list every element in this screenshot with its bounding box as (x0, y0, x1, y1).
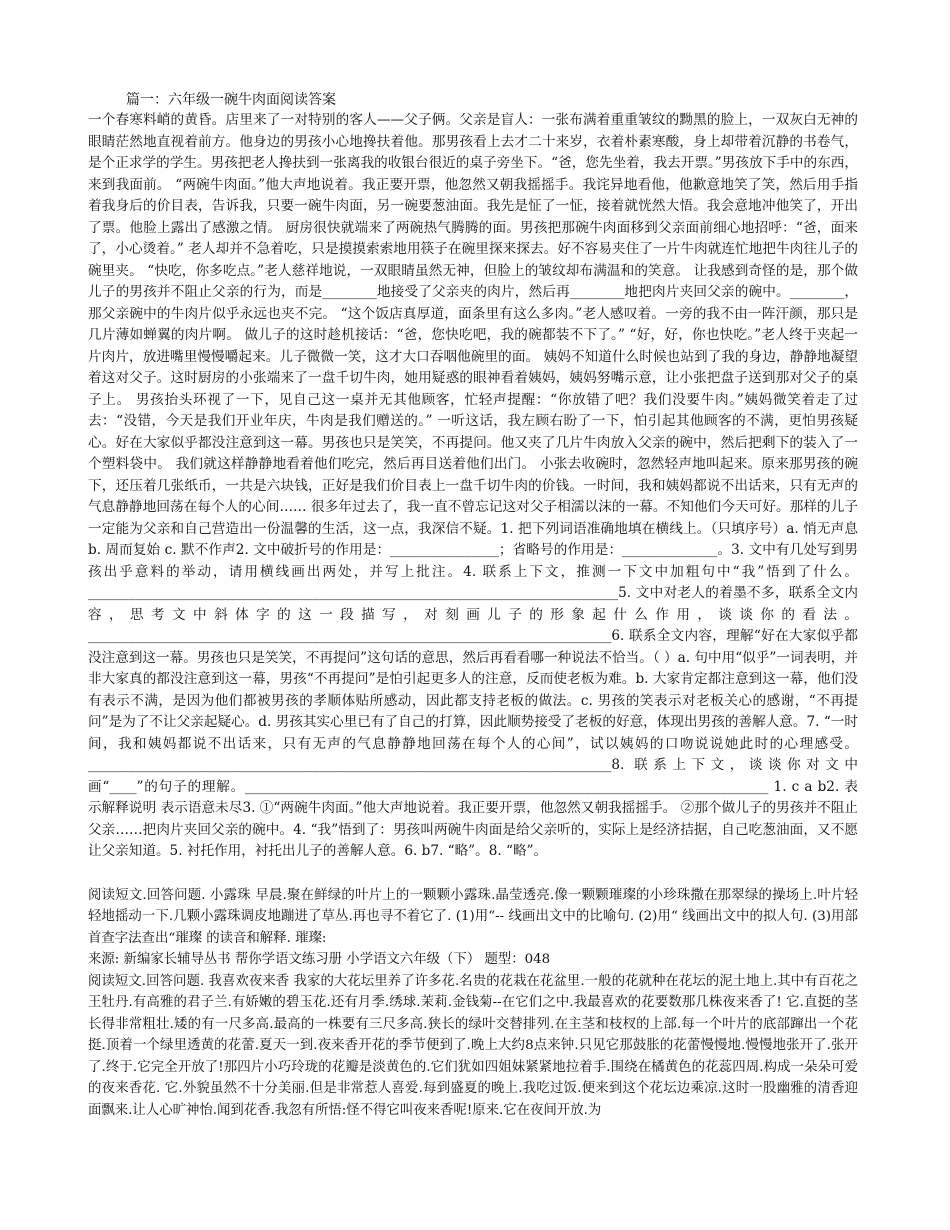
source-line: 来源: 新编家长辅导丛书 帮你学语文练习册 小学语文六年级（下） 题型：048 (88, 952, 551, 967)
document-title: 篇一：六年级一碗牛肉面阅读答案 (126, 92, 336, 108)
section-spacer (88, 863, 858, 885)
document-page (88, 90, 858, 1121)
night-flower-reading-paragraph: 阅读短文.回答问题. 我喜欢夜来香 我家的大花坛里养了许多花.名贵的花栽在花盆里.一般的花就种在花坛的泥土地上.其中有百花之王牡丹.有高雅的君子兰.有娇嫩的碧玉花.还有月季.绣球.茉莉.金钱菊--在它们之中.我最喜欢的花要数那几株夜来香了! 它.直挺的茎长得非常粗壮.矮的有一尺多高.最高的一株要有三尺多高.狭长的绿叶交替排列.在主茎和枝杈的上部.每一个叶片的底部蹿出一个花挺.顶着一个绿里透黄的花蕾.夏天一到.夜来香开花的季节便到了.晚上大约8点来钟.只见它那鼓胀的花蕾慢慢地.慢慢地张开了.张开了.终于.它完全开放了!那四片小巧玲珑的花瓣是淡黄色的.它们犹如四姐妹紧紧地拉着手.围绕在橘黄色的花蕊四周.构成一朵朵可爱的夜来香花. 它.外貌虽然不十分美丽.但是非常惹人喜爱.每到盛夏的晚上.我吃过饭.便来到这个花坛边乘凉.这时一股幽雅的清香迎面飘来.让人心旷神怡.闻到花香.我忽有所悟:怪不得它叫夜来香呢!原来.它在夜间开放.为 (88, 973, 858, 1118)
dewdrop-reading-paragraph: 阅读短文.回答问题. 小露珠 早晨.聚在鲜绿的叶片上的一颗颗小露珠.晶莹透亮.像一颗颗璀璨的小珍珠撒在那翠绿的操场上.叶片轻轻地摇动一下.几颗小露珠调皮地蹦进了草丛.再也寻不着它了. (1)用“-- 线画出文中的比喻句. (2)用“ 线画出文中的拟人句. (3)用部首查字法查出“璀璨 的读音和解释. 璀璨: (88, 887, 858, 946)
story-and-questions-paragraph: 一个春寒料峭的黄昏。店里来了一对特别的客人——父子俩。父亲是盲人：一张布满着重重皱纹的黝黑的脸上，一双灰白无神的眼睛茫然地直视着前方。他身边的男孩小心地搀扶着他。那男孩看上去才二十来岁，衣着朴素寒酸，身上却带着沉静的书卷气，是个正求学的学生。男孩把老人搀扶到一张离我的收银台很近的桌子旁坐下。“爸，您先坐着，我去开票。”男孩放下手中的东西，来到我面前。 “两碗牛肉面。”他大声地说着。我正要开票，他忽然又朝我摇摇手。我诧异地看他，他歉意地笑了笑，然后用手指着我身后的价目表，告诉我，只要一碗牛肉面，另一碗要葱油面。我先是怔了一怔，接着就恍然大悟。我会意地冲他笑了，开出了票。他脸上露出了感激之情。 厨房很快就端来了两碗热气腾腾的面。男孩把那碗牛肉面移到父亲面前细心地招呼：“爸，面来了，小心烫着。” 老人却并不急着吃，只是摸摸索索地用筷子在碗里探来探去。好不容易夹住了一片牛肉就连忙地把牛肉往儿子的碗里夹。 “快吃，你多吃点。”老人慈祥地说，一双眼睛虽然无神，但脸上的皱纹却布满温和的笑意。 让我感到奇怪的是，那个做儿子的男孩并不阻止父亲的行为，而是________地接受了父亲夹的肉片，然后再________地把肉片夹回父亲的碗中。________，那父亲碗中的牛肉片似乎永远也夹不完。 “这个饭店真厚道，面条里有这么多肉。”老人感叹着。一旁的我不由一阵汗颜，那只是几片薄如蝉翼的肉片啊。 做儿子的这时趁机接话：“爸，您快吃吧，我的碗都装不下了。” “好，好，你也快吃。”老人终于夹起一片肉片，放进嘴里慢慢嚼起来。儿子微微一笑，这才大口吞咽他碗里的面。 姨妈不知道什么时候也站到了我的身边，静静地凝望着这对父子。这时厨房的小张端来了一盘千切牛肉，她用疑惑的眼神看着姨妈，姨妈努嘴示意，让小张把盘子送到那对父子的桌子上。 男孩抬头环视了一下，见自己这一桌并无其他顾客，忙轻声提醒：“你放错了吧？我们没要牛肉。”姨妈微笑着走了过去：“没错，今天是我们开业年庆，牛肉是我们赠送的。” 一听这话，我左顾右盼了一下，怕引起其他顾客的不满，更怕男孩疑心。好在大家似乎都没注意到这一幕。男孩也只是笑笑，不再提问。他又夹了几片牛肉放入父亲的碗中，然后把剩下的装入了一个塑料袋中。 我们就这样静静地看着他们吃完，然后再目送着他们出门。 小张去收碗时，忽然轻声地叫起来。原来那男孩的碗下，还压着几张纸币，一共是六块钱，正好是我们价目表上一盘千切牛肉的价钱。一时间，我和姨妈都说不出话来，只有无声的气息静静地回荡在每个人的心间…… 很多年过去了，我一直不曾忘记这对父子相濡以沫的一幕。不知他们今天可好。那样的儿子一定能为父亲和自己营造出一份温馨的生活，这一点，我深信不疑。1. 把下列词语准确地填在横线上。（只填序号）a. 悄无声息 b. 周而复始 c. 默不作声2. 文中破折号的作用是：________________；省略号的作用是：______________。3. 文中有几处写到男孩出乎意料的举动，请用横线画出两处，并写上批注。4. 联系上下文，推测一下文中加粗句中“我”悟到了什么。______________________________________________________________________________5. 文中对老人的着墨不多，联系全文内容，思考文中斜体字的这一段描写，对刻画儿子的形象起什么作用，谈谈你的看法。_____________________________________________________________________________6. 联系全文内容，理解“好在大家似乎都没注意到这一幕。男孩也只是笑笑，不再提问”这句话的意思，然后再看看哪一种说法不恰当。（ ）a. 句中用“似乎”一词表明，并非大家真的都没注意到这一幕，男孩“不再提问”是怕引起更多人的注意，反而使老板为难。b. 大家肯定都注意到这一幕，他们没有表示不满，是因为他们都被男孩的孝顺体贴所感动，因此都支持老板的做法。c. 男孩的笑表示对老板关心的感谢，“不再提问”是为了不让父亲起疑心。d. 男孩其实心里已有了自己的打算，因此顺势接受了老板的好意，体现出男孩的善解人意。7. “一时间，我和姨妈都说不出话来，只有无声的气息静静地回荡在每个人的心间”，试以姨妈的口吻说说她此时的心理感受。_____________________________________________________________________________8. 联系上下文，谈谈你对文中画“____”的句子的理解。_____________________________________________________________________________ 1. c a b2. 表示解释说明 表示语意未尽3. ①“两碗牛肉面。”他大声地说着。我正要开票，他忽然又朝我摇摇手。 ②那个做儿子的男孩并不阻止父亲……把肉片夹回父亲的碗中。4. “我”悟到了：男孩叫两碗牛肉面是给父亲听的，实际上是经济拮据，自己吃葱油面，又不愿让父亲知道。5. 衬托作用，衬托出儿子的善解人意。6. b7. “略”。8. “略”。 (88, 112, 858, 859)
